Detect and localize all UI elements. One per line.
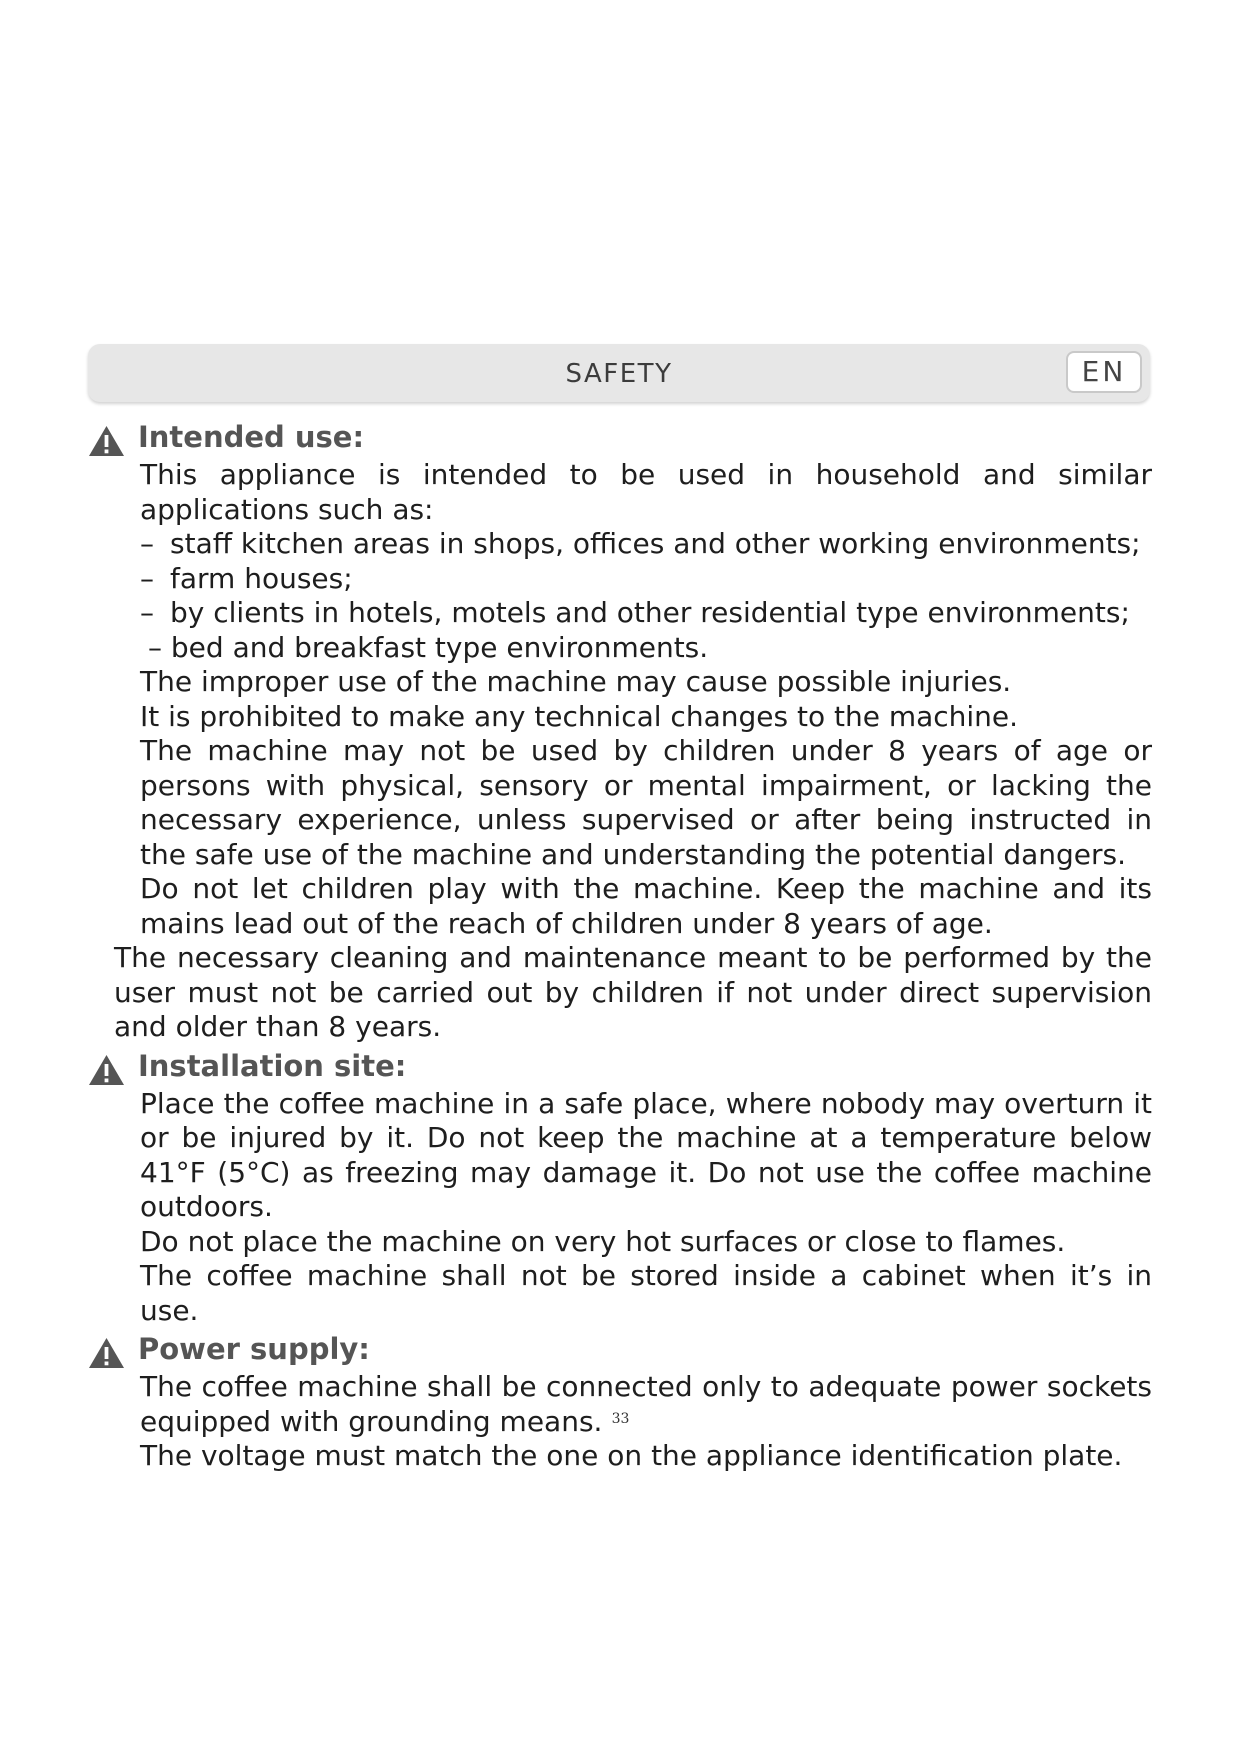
section-intended-use (88, 420, 1152, 1045)
heading-text: Intended use: (138, 420, 365, 454)
section-installation-site (88, 1049, 1152, 1329)
warning-triangle-icon (88, 425, 125, 457)
list-item: – bed and breakfast type environments. (148, 630, 709, 664)
section-power-supply (88, 1332, 1152, 1474)
section-heading (88, 420, 1152, 456)
paragraph: The improper use of the machine may cause possible injuries. (140, 665, 1012, 698)
language-badge: EN (1066, 351, 1142, 393)
paragraph: Place the coffee machine in a safe place, where nobody may overturn it or be injured by it. Do not keep the machine at a temperature below 41°F (5°C) as freezing may damage it. Do not use the coffee machine outdoors. (140, 1086, 1152, 1223)
paragraph: It is prohibited to make any technical changes to the machine. (140, 699, 1019, 733)
paragraph: Do not place the machine on very hot surfaces or close to flames. (140, 1224, 1066, 1258)
paragraph: The coffee machine shall be connected only to adequate power sockets equipped with grounding means. (140, 1370, 1152, 1438)
paragraph: The machine may not be used by children under 8 years of age or persons with physical, sensory or mental impairment, or lacking the necessary experience, unless supervised or after being instructed in the safe use of the machine and understanding the potential dangers. (140, 734, 1152, 871)
paragraph: The necessary cleaning and maintenance meant to be performed by the user must not be carried out by children if not under direct supervision and older than 8 years. (114, 941, 1152, 1043)
section-header-bar (88, 344, 1150, 402)
applications-list (140, 527, 1152, 665)
warning-triangle-icon (88, 1054, 125, 1086)
section-title: SAFETY (565, 359, 673, 389)
list-item: – farm houses; (140, 561, 353, 595)
heading-text: Installation site: (138, 1048, 407, 1083)
list-item: – by clients in hotels, motels and other residential type environments; (140, 596, 1130, 629)
safety-content (88, 420, 1152, 1474)
heading-text: Power supply: (138, 1332, 370, 1366)
paragraph: Do not let children play with the machine. Keep the machine and its mains lead out of the reach of children under 8 years of age. (140, 872, 1152, 940)
intro-paragraph: This appliance is intended to be used in household and similar applications such as: (140, 458, 1152, 526)
section-heading (88, 1049, 1152, 1085)
section-body (114, 458, 1152, 1045)
list-item: – staff kitchen areas in shops, offices and other working environments; (140, 527, 1141, 560)
section-heading (88, 1332, 1152, 1368)
paragraph: The coffee machine shall not be stored inside a cabinet when it’s in use. (140, 1259, 1152, 1327)
paragraph: The voltage must match the one on the appliance identification plate. (140, 1439, 1123, 1472)
section-body (140, 1087, 1152, 1329)
page-number: 33 (611, 1411, 630, 1427)
warning-triangle-icon (88, 1337, 125, 1369)
